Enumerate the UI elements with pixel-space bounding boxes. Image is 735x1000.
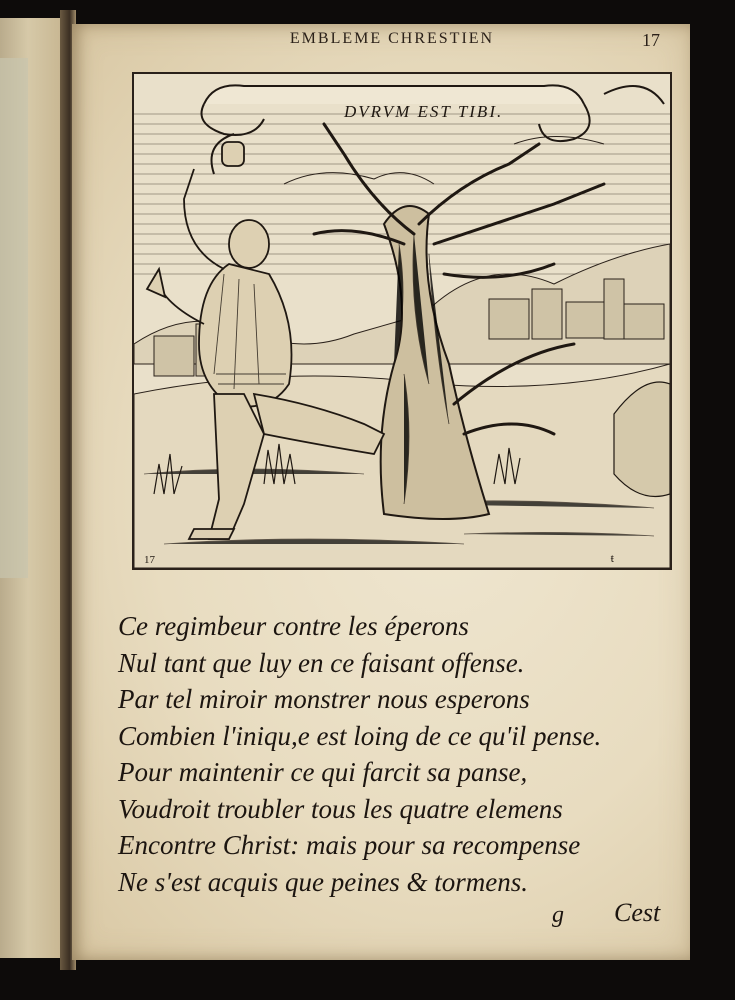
emblem-motto: DVRVM EST TIBI. (344, 102, 504, 121)
verse-line: Ne s'est acquis que peines & tormens. (118, 866, 528, 897)
plate-mark: ŧ (610, 551, 614, 565)
verse-line: Par tel miroir monstrer nous esperons (118, 684, 530, 714)
verse-line: Encontre Christ: mais pour sa recompense (118, 830, 581, 860)
catchword: Cest (614, 898, 661, 927)
verse-line: Nul tant que luy en ce faisant offense. (118, 647, 525, 678)
verse-block (118, 608, 658, 900)
engraving-illustration (134, 74, 670, 568)
signature-mark: g (552, 902, 564, 928)
book-page (72, 24, 690, 960)
emblem-engraving (132, 72, 672, 570)
verse-line: Combien l'iniqu,e est loing de ce qu'il pense. (118, 720, 602, 751)
verse-line: Voudroit troubler tous les quatre elemens (118, 793, 563, 824)
verse-line: Ce regimbeur contre les éperons (118, 611, 469, 641)
verse-line: Pour maintenir ce qui farcit sa panse, (118, 757, 528, 787)
facing-page-plate-remnant (0, 58, 28, 578)
page-number: 17 (642, 30, 660, 50)
running-head: EMBLEME CHRESTIEN (289, 30, 495, 47)
plate-number: 17 (144, 554, 155, 566)
